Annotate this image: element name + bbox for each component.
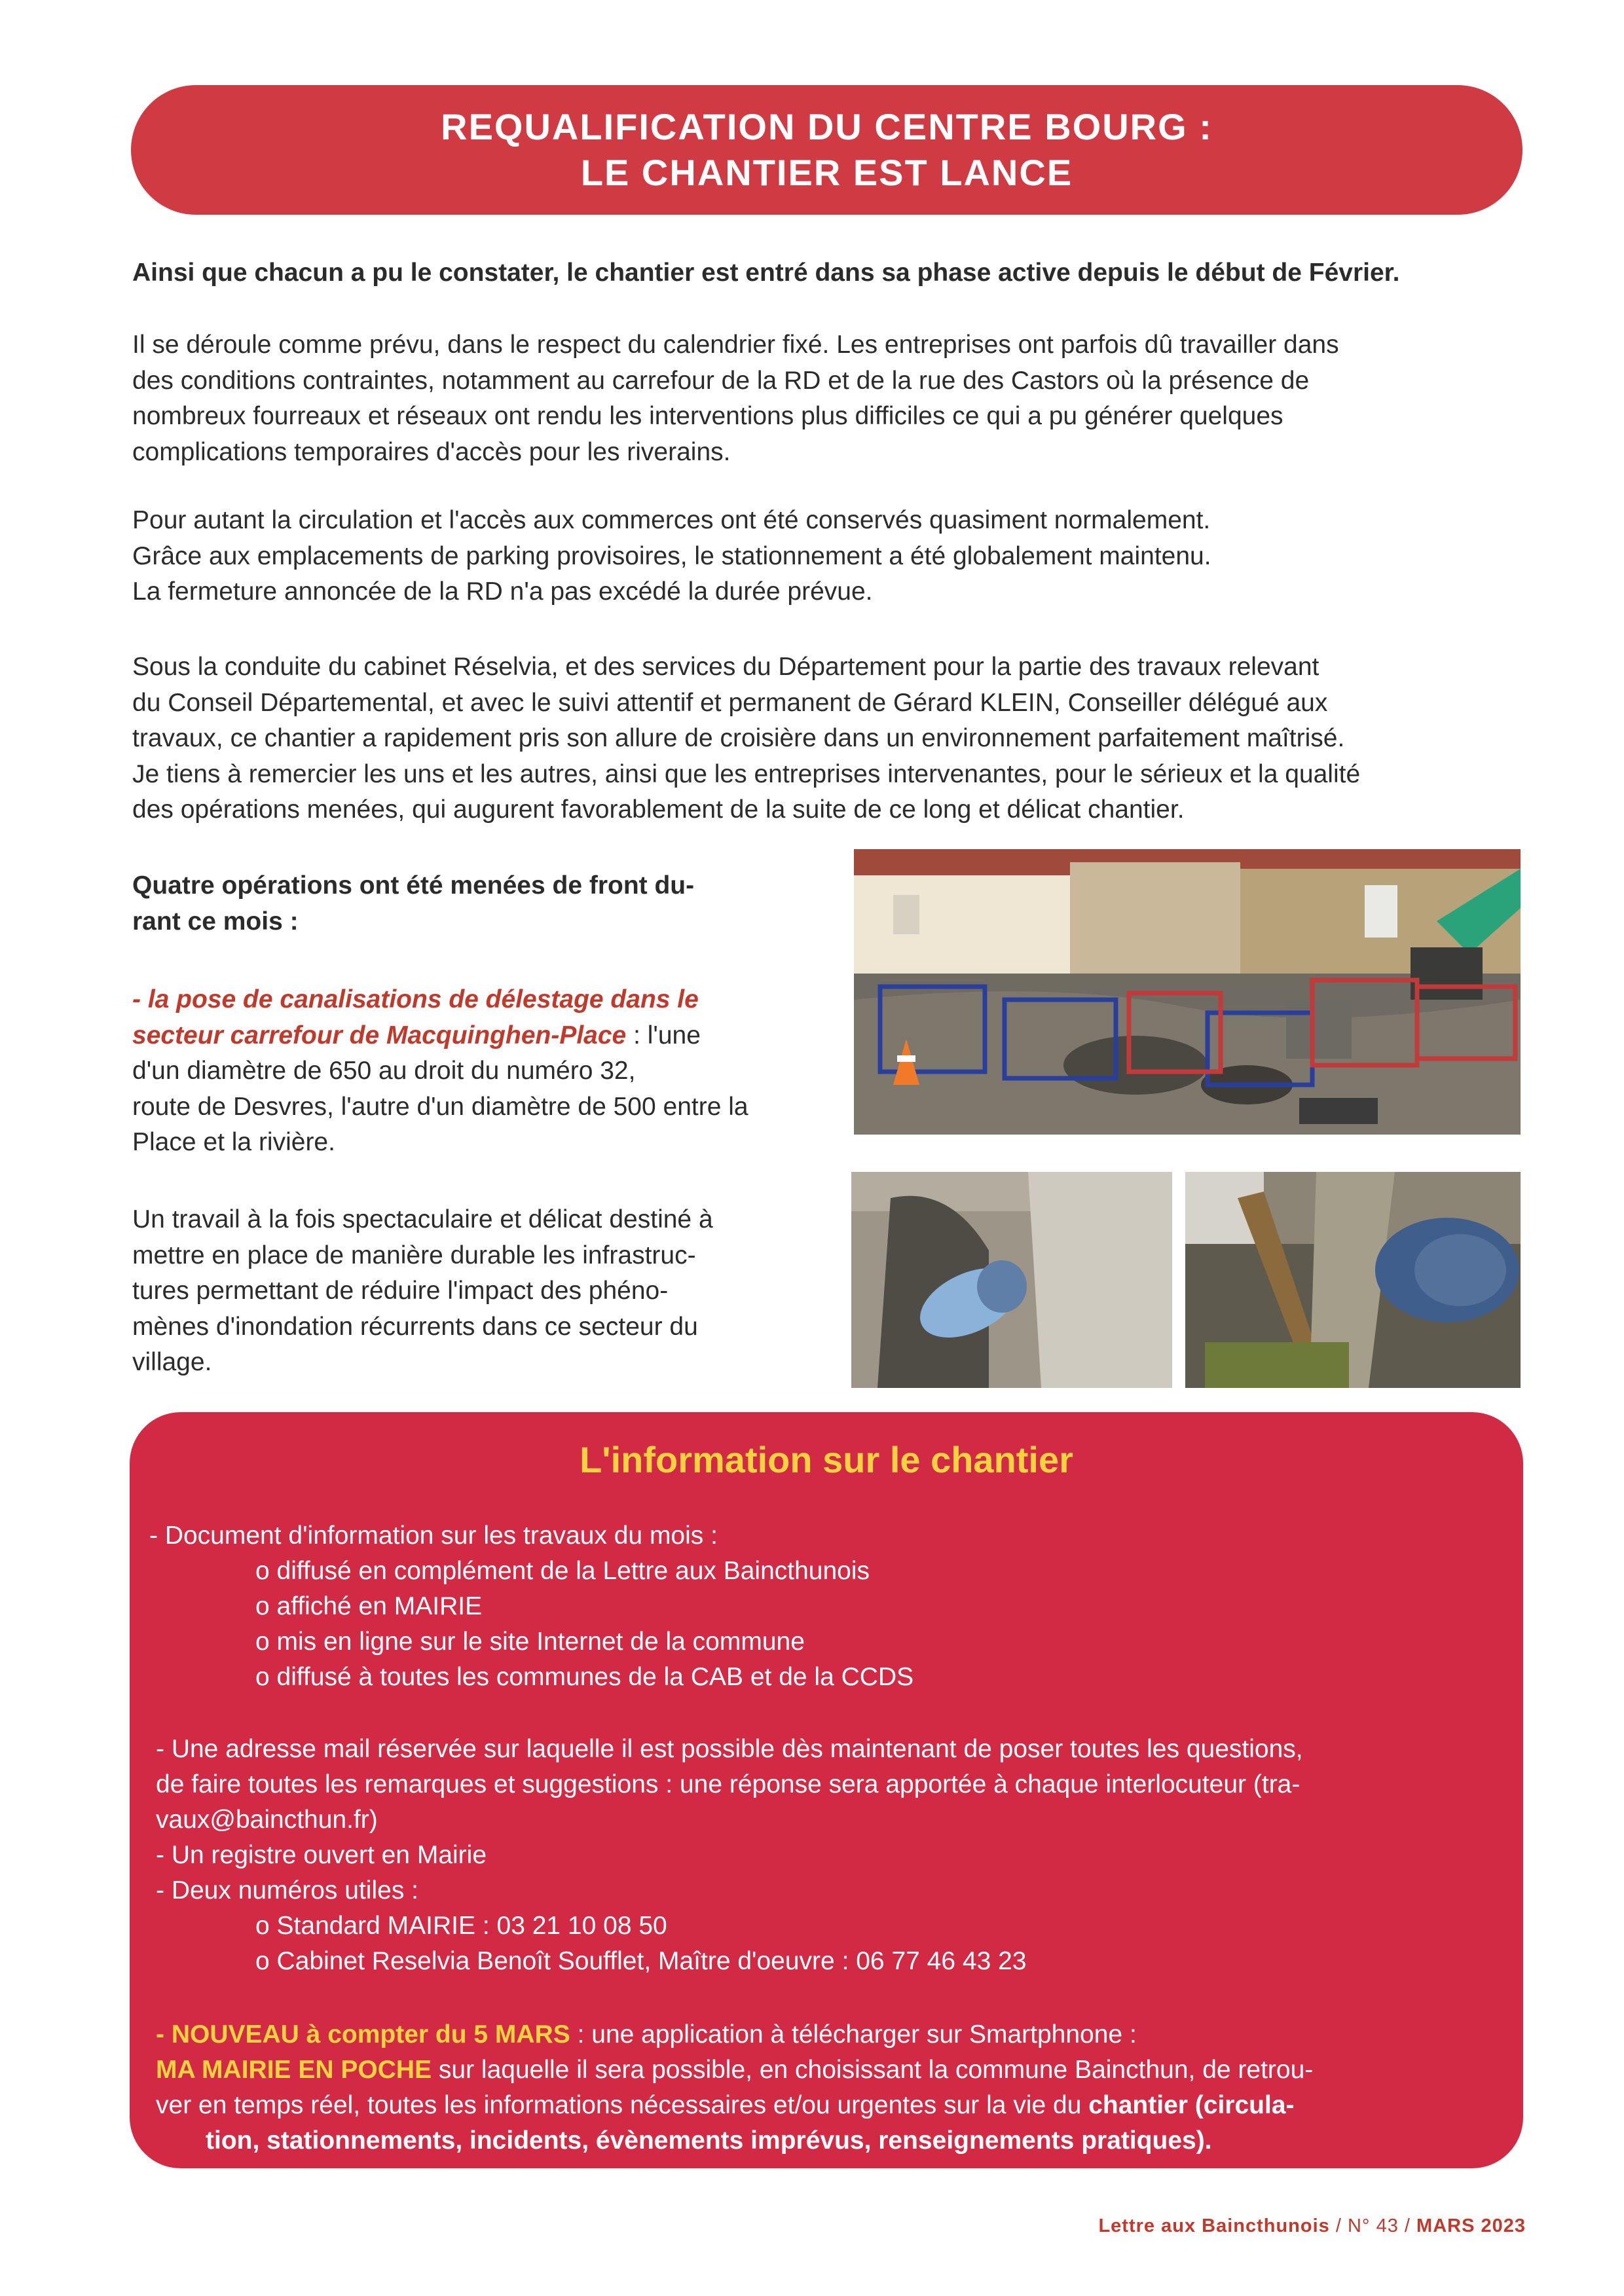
operation-item-line: Place et la rivière.: [132, 1128, 335, 1156]
operation-item-emphasis: secteur carrefour de Macquinghen-Place: [132, 1021, 627, 1049]
paragraph-line: des opérations menées, qui augurent favorablement de la suite de ce long et délicat chantier.: [132, 795, 1185, 824]
paragraph-line: Il se déroule comme prévu, dans le respect du calendrier fixé. Les entreprises ont parfois dû travailler dans: [132, 331, 1339, 359]
info-mail-line: de faire toutes les remarques et suggestions : une réponse sera apportée à chaque interlocuteur (tra-: [156, 1770, 1301, 1798]
info-doc-item: o affiché en MAIRIE: [255, 1592, 483, 1620]
operation-item-line: route de Desvres, l'autre d'un diamètre de 500 entre la: [132, 1092, 748, 1121]
operation-item-text: : l'une: [626, 1021, 701, 1049]
operations-desc-line: mènes d'inondation récurrents dans ce secteur du: [132, 1312, 698, 1341]
paragraph-1: [132, 327, 1521, 470]
info-mail-line: vaux@baincthun.fr): [156, 1806, 378, 1834]
operations-title: [132, 868, 800, 939]
info-app-name: MA MAIRIE EN POCHE: [156, 2056, 432, 2084]
info-nouveau-text: : une application à télécharger sur Smartphnone :: [570, 2020, 1137, 2049]
paragraph-line: du Conseil Départemental, et avec le suivi attentif et permanent de Gérard KLEIN, Conseiller délégué aux: [132, 688, 1328, 717]
info-doc-item: o diffusé à toutes les communes de la CAB et de la CCDS: [255, 1663, 914, 1691]
info-numero: o Cabinet Reselvia Benoît Soufflet, Maître d'oeuvre : 06 77 46 43 23: [255, 1947, 1027, 1975]
paragraph-2: [132, 503, 1521, 610]
page-footer: Lettre aux Baincthunois / N° 43 / MARS 2023: [1098, 2215, 1526, 2236]
paragraph-line: travaux, ce chantier a rapidement pris son allure de croisière dans un environnement parfaitement maîtrisé.: [132, 724, 1345, 752]
paragraph-line: des conditions contraintes, notamment au carrefour de la RD et de la rue des Castors où la présence de: [132, 366, 1310, 395]
operations-title-line: rant ce mois :: [132, 907, 299, 936]
operation-item-line: d'un diamètre de 650 au droit du numéro 32,: [132, 1057, 636, 1085]
footer-publication: Lettre aux Baincthunois: [1098, 2215, 1330, 2236]
paragraph-line: Sous la conduite du cabinet Réselvia, et des services du Département pour la partie des travaux relevant: [132, 653, 1320, 681]
pipe-trench-photo: [851, 1172, 1172, 1388]
footer-issue: N° 43: [1347, 2215, 1399, 2236]
operations-desc-line: mettre en place de manière durable les infrastruc-: [132, 1241, 696, 1269]
paragraph-3: [132, 649, 1521, 828]
pipe-installation-photo: [1185, 1172, 1521, 1388]
operations-title-line: Quatre opérations ont été menées de front du-: [132, 871, 695, 900]
operations-desc-line: Un travail à la fois spectaculaire et délicat destiné à: [132, 1205, 713, 1233]
info-title: L'information sur le chantier: [580, 1439, 1073, 1480]
info-mail-line: - Une adresse mail réservée sur laquelle il est possible dès maintenant de poser toutes les questions,: [156, 1735, 1303, 1763]
info-numeros-label: - Deux numéros utiles :: [156, 1876, 418, 1904]
info-app-line-3: tion, stationnements, incidents, évènements imprévus, renseignements pratiques).: [206, 2126, 1212, 2155]
info-registre: - Un registre ouvert en Mairie: [156, 1841, 487, 1869]
construction-site-photo: [854, 849, 1521, 1135]
paragraph-line: La fermeture annoncée de la RD n'a pas excédé la durée prévue.: [132, 577, 873, 606]
paragraph-line: Grâce aux emplacements de parking provisoires, le stationnement a été globalement maintenu.: [132, 541, 1211, 570]
info-app-text: sur laquelle il sera possible, en choisissant la commune Baincthun, de retrou-: [432, 2056, 1314, 2084]
info-doc-item: o diffusé en complément de la Lettre aux Baincthunois: [255, 1557, 870, 1585]
title-line-2: LE CHANTIER EST LANCE: [580, 152, 1073, 193]
operations-desc-line: village.: [132, 1348, 212, 1376]
title-banner: [131, 85, 1522, 215]
info-app-bold: chantier (circula-: [1088, 2091, 1295, 2119]
intro-text: Ainsi que chacun a pu le constater, le chantier est entré dans sa phase active depuis le début de Février.: [132, 259, 1400, 287]
operation-item: [132, 982, 800, 1161]
operation-item-emphasis: - la pose de canalisations de délestage dans le: [132, 985, 699, 1013]
info-nouveau-line: [156, 2017, 1137, 2053]
info-doc-label: - Document d'information sur les travaux du mois :: [149, 1522, 718, 1550]
info-doc-item: o mis en ligne sur le site Internet de la commune: [255, 1628, 805, 1656]
paragraph-line: complications temporaires d'accès pour les riverains.: [132, 437, 731, 466]
info-app-line-2: [156, 2088, 1295, 2124]
paragraph-line: Pour autant la circulation et l'accès aux commerces ont été conservés quasiment normalement.: [132, 506, 1211, 534]
paragraph-line: nombreux fourreaux et réseaux ont rendu les interventions plus difficiles ce qui a pu générer quelques: [132, 402, 1283, 430]
info-app-text: ver en temps réel, toutes les informations nécessaires et/ou urgentes sur la vie du: [156, 2091, 1089, 2119]
operations-description: [132, 1202, 800, 1381]
info-numero: o Standard MAIRIE : 03 21 10 08 50: [255, 1912, 667, 1940]
title-line-1: REQUALIFICATION DU CENTRE BOURG :: [441, 106, 1213, 147]
info-box: [130, 1412, 1523, 2168]
paragraph-line: Je tiens à remercier les uns et les autres, ainsi que les entreprises intervenantes, pour le sérieux et la qualité: [132, 759, 1361, 788]
info-nouveau-highlight: - NOUVEAU à compter du 5 MARS: [156, 2020, 570, 2049]
info-app-line: [156, 2052, 1313, 2088]
operations-desc-line: tures permettant de réduire l'impact des phéno-: [132, 1277, 669, 1305]
footer-date: MARS 2023: [1416, 2215, 1526, 2236]
